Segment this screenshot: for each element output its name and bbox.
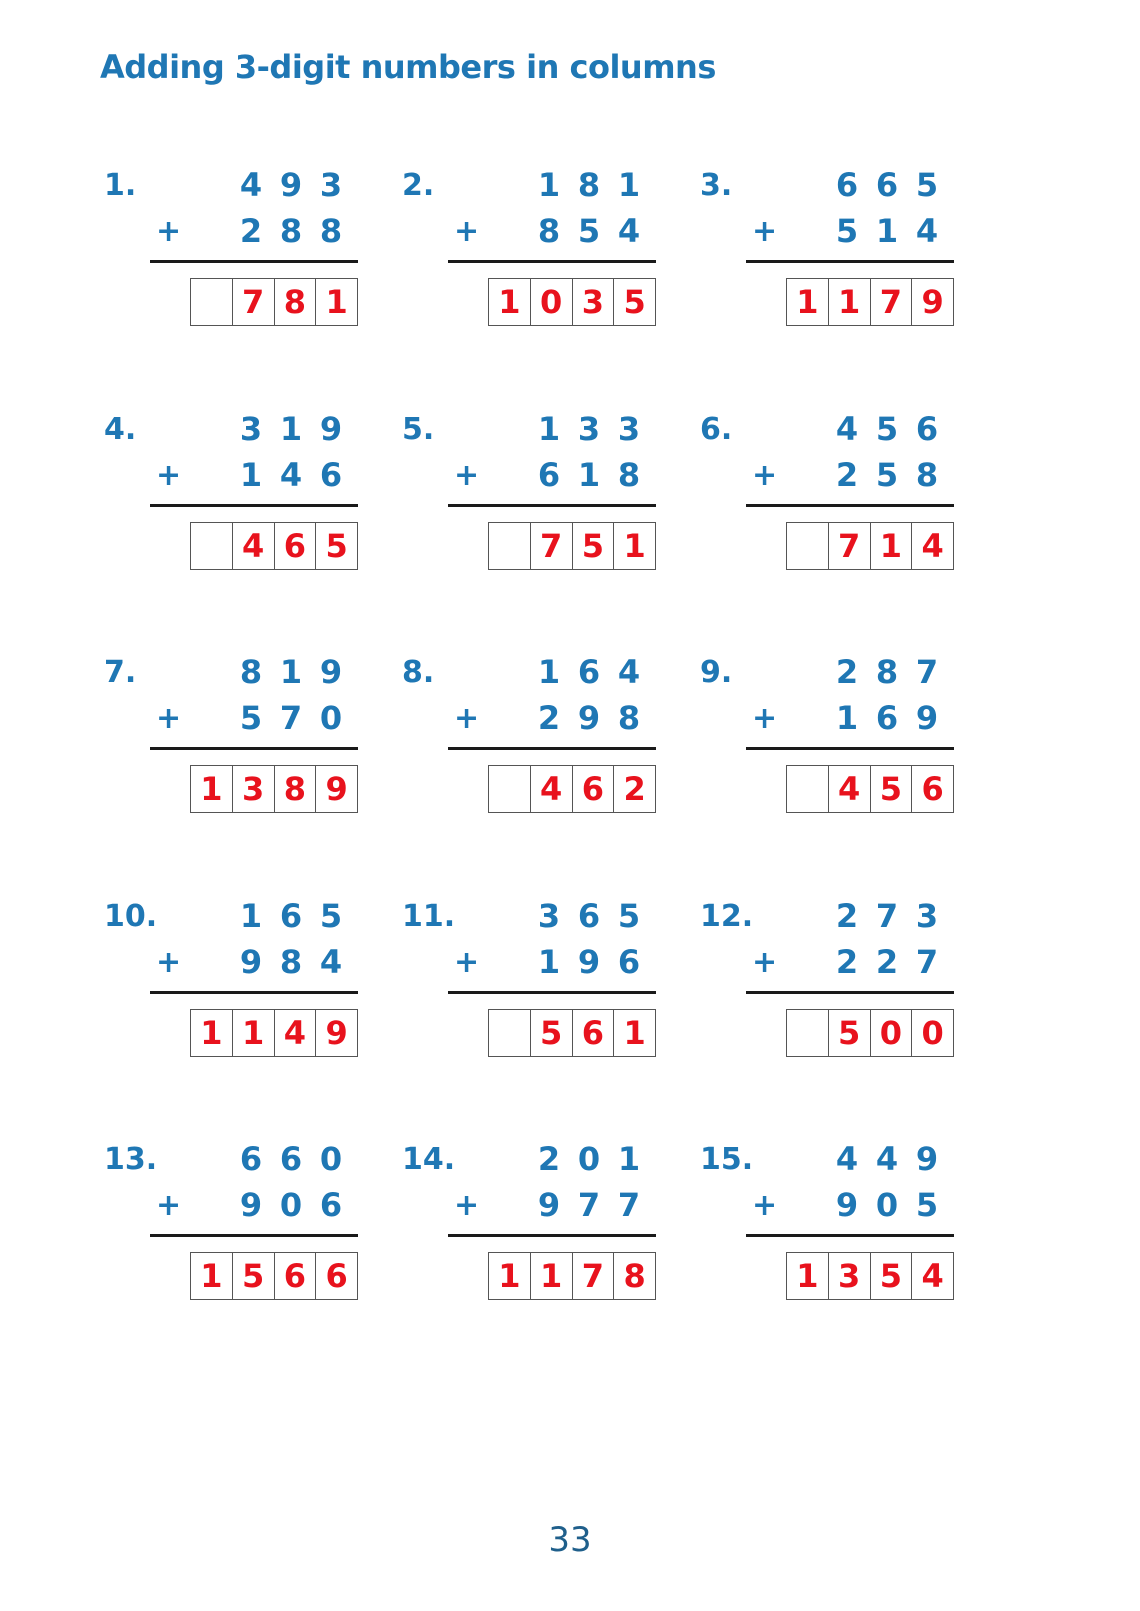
addition-problem [402, 412, 702, 582]
answer-digit-box[interactable] [787, 766, 828, 812]
addend-bottom-digit: 2 [875, 943, 899, 981]
answer-digit-box[interactable]: 1 [498, 1257, 521, 1295]
addition-problem [104, 655, 404, 825]
addend-bottom-digit: 4 [915, 212, 939, 250]
sum-line [746, 504, 954, 507]
plus-sign: + [752, 945, 778, 980]
addend-bottom-digit: 5 [835, 212, 859, 250]
answer-digit-box[interactable]: 9 [315, 766, 357, 812]
answer-boxes [786, 765, 954, 813]
addend-bottom-digit: 7 [915, 943, 939, 981]
addend-bottom-digit: 8 [319, 212, 343, 250]
addend-top-digit: 1 [537, 653, 561, 691]
problem-number: 2. [402, 168, 435, 203]
answer-digit-box[interactable] [787, 1010, 828, 1056]
addition-problem [700, 655, 1000, 825]
addend-bottom-digit: 1 [577, 456, 601, 494]
addend-top-digit: 2 [835, 897, 859, 935]
addend-top-digit: 1 [239, 897, 263, 935]
addition-problem [402, 1142, 702, 1312]
sum-line [150, 260, 358, 263]
plus-sign: + [752, 214, 778, 249]
addition-problem [104, 412, 404, 582]
sum-line [448, 260, 656, 263]
answer-boxes [190, 765, 358, 813]
addend-top-digit: 8 [239, 653, 263, 691]
addend-top-digit: 1 [617, 166, 641, 204]
answer-digit-box[interactable]: 1 [828, 279, 870, 325]
addend-bottom-digit: 7 [279, 699, 303, 737]
addend-bottom-digit: 5 [239, 699, 263, 737]
addend-bottom-digit: 9 [537, 1186, 561, 1224]
answer-digit-box[interactable]: 1 [200, 1257, 223, 1295]
addend-bottom-digit: 2 [537, 699, 561, 737]
addend-bottom-digit: 8 [537, 212, 561, 250]
addend-bottom-digit: 9 [239, 943, 263, 981]
answer-digit-box[interactable]: 4 [911, 1253, 953, 1299]
addend-top-digit: 3 [577, 410, 601, 448]
sum-line [150, 747, 358, 750]
addend-top-digit: 6 [915, 410, 939, 448]
plus-sign: + [156, 945, 182, 980]
answer-digit-box[interactable]: 2 [613, 766, 655, 812]
addend-top-digit: 4 [239, 166, 263, 204]
answer-boxes [786, 522, 954, 570]
addend-top-digit: 5 [617, 897, 641, 935]
sum-line [448, 504, 656, 507]
addend-top-digit: 8 [875, 653, 899, 691]
answer-digit-box[interactable]: 0 [870, 1010, 912, 1056]
answer-digit-box[interactable]: 8 [274, 279, 316, 325]
answer-digit-box[interactable]: 5 [232, 1253, 274, 1299]
addition-problem [402, 168, 702, 338]
problem-number: 7. [104, 655, 137, 690]
answer-digit-box[interactable]: 6 [274, 1253, 316, 1299]
answer-digit-box[interactable]: 5 [870, 1253, 912, 1299]
plus-sign: + [454, 458, 480, 493]
answer-digit-box[interactable]: 4 [828, 766, 870, 812]
addend-top-digit: 7 [875, 897, 899, 935]
answer-digit-box[interactable]: 6 [572, 1010, 614, 1056]
problem-number: 4. [104, 412, 137, 447]
answer-digit-box[interactable]: 5 [530, 1010, 572, 1056]
sum-line [746, 260, 954, 263]
addition-problem [700, 1142, 1000, 1312]
sum-line [448, 991, 656, 994]
answer-digit-box[interactable]: 4 [232, 523, 274, 569]
answer-digit-box[interactable]: 1 [530, 1253, 572, 1299]
addend-top-digit: 5 [319, 897, 343, 935]
problem-number: 8. [402, 655, 435, 690]
addend-top-digit: 6 [279, 897, 303, 935]
answer-digit-box[interactable] [489, 523, 530, 569]
addend-bottom-digit: 0 [279, 1186, 303, 1224]
addend-top-digit: 6 [279, 1140, 303, 1178]
addition-problem [104, 899, 404, 1069]
addend-top-digit: 3 [537, 897, 561, 935]
answer-digit-box[interactable] [787, 523, 828, 569]
addend-bottom-digit: 7 [577, 1186, 601, 1224]
addition-problem [104, 1142, 404, 1312]
answer-digit-box[interactable]: 4 [530, 766, 572, 812]
answer-boxes [786, 278, 954, 326]
problem-number: 3. [700, 168, 733, 203]
answer-digit-box[interactable]: 5 [828, 1010, 870, 1056]
plus-sign: + [752, 458, 778, 493]
addend-bottom-digit: 1 [537, 943, 561, 981]
sum-line [448, 747, 656, 750]
addend-bottom-digit: 1 [835, 699, 859, 737]
sum-line [746, 991, 954, 994]
answer-digit-box[interactable] [191, 279, 232, 325]
addend-top-digit: 6 [835, 166, 859, 204]
plus-sign: + [156, 214, 182, 249]
answer-boxes [190, 1252, 358, 1300]
answer-digit-box[interactable]: 1 [315, 279, 357, 325]
addend-top-digit: 5 [875, 410, 899, 448]
answer-digit-box[interactable]: 8 [613, 1253, 655, 1299]
problem-number: 1. [104, 168, 137, 203]
answer-digit-box[interactable]: 4 [274, 1010, 316, 1056]
answer-digit-box[interactable]: 6 [274, 523, 316, 569]
addend-top-digit: 7 [915, 653, 939, 691]
addend-top-digit: 3 [617, 410, 641, 448]
addend-bottom-digit: 4 [617, 212, 641, 250]
addend-bottom-digit: 6 [319, 456, 343, 494]
addend-top-digit: 2 [537, 1140, 561, 1178]
answer-digit-box[interactable]: 1 [200, 770, 223, 808]
addend-bottom-digit: 8 [279, 212, 303, 250]
answer-boxes [488, 1009, 656, 1057]
answer-digit-box[interactable] [489, 1010, 530, 1056]
answer-digit-box[interactable]: 9 [911, 279, 953, 325]
addend-bottom-digit: 2 [835, 943, 859, 981]
addend-top-digit: 5 [915, 166, 939, 204]
addend-top-digit: 9 [319, 653, 343, 691]
addend-top-digit: 3 [319, 166, 343, 204]
answer-boxes [190, 1009, 358, 1057]
answer-digit-box[interactable]: 5 [572, 523, 614, 569]
addition-problem [700, 899, 1000, 1069]
plus-sign: + [454, 701, 480, 736]
addend-top-digit: 9 [915, 1140, 939, 1178]
addend-top-digit: 1 [537, 410, 561, 448]
sum-line [150, 991, 358, 994]
addend-bottom-digit: 6 [537, 456, 561, 494]
addend-bottom-digit: 1 [875, 212, 899, 250]
problem-number: 14. [402, 1142, 456, 1177]
sum-line [746, 1234, 954, 1237]
addend-bottom-digit: 0 [319, 699, 343, 737]
addend-top-digit: 1 [279, 410, 303, 448]
plus-sign: + [454, 214, 480, 249]
answer-digit-box[interactable]: 7 [828, 523, 870, 569]
answer-boxes [488, 765, 656, 813]
sum-line [150, 504, 358, 507]
answer-digit-box[interactable]: 0 [530, 279, 572, 325]
addend-bottom-digit: 8 [617, 699, 641, 737]
addend-bottom-digit: 9 [577, 943, 601, 981]
addend-bottom-digit: 7 [617, 1186, 641, 1224]
answer-digit-box[interactable]: 1 [498, 283, 521, 321]
addend-bottom-digit: 1 [239, 456, 263, 494]
addend-top-digit: 3 [915, 897, 939, 935]
plus-sign: + [454, 945, 480, 980]
addend-bottom-digit: 8 [617, 456, 641, 494]
answer-digit-box[interactable]: 7 [572, 1253, 614, 1299]
addend-top-digit: 0 [319, 1140, 343, 1178]
addend-top-digit: 9 [279, 166, 303, 204]
addend-top-digit: 6 [577, 897, 601, 935]
addend-top-digit: 9 [319, 410, 343, 448]
addend-bottom-digit: 2 [835, 456, 859, 494]
answer-digit-box[interactable]: 6 [572, 766, 614, 812]
addend-bottom-digit: 2 [239, 212, 263, 250]
answer-digit-box[interactable]: 1 [796, 283, 819, 321]
sum-line [448, 1234, 656, 1237]
answer-digit-box[interactable]: 1 [870, 523, 912, 569]
addend-bottom-digit: 9 [835, 1186, 859, 1224]
addend-top-digit: 0 [577, 1140, 601, 1178]
addend-top-digit: 4 [875, 1140, 899, 1178]
problem-number: 10. [104, 899, 158, 934]
plus-sign: + [454, 1188, 480, 1223]
page-number: 33 [548, 1520, 592, 1560]
answer-boxes [190, 522, 358, 570]
addition-problem [700, 412, 1000, 582]
addend-bottom-digit: 8 [915, 456, 939, 494]
addend-top-digit: 6 [239, 1140, 263, 1178]
sum-line [746, 747, 954, 750]
answer-boxes [786, 1009, 954, 1057]
answer-digit-box[interactable]: 1 [200, 1014, 223, 1052]
page-title: Adding 3-digit numbers in columns [100, 48, 716, 86]
answer-digit-box[interactable]: 0 [911, 1010, 953, 1056]
addend-top-digit: 2 [835, 653, 859, 691]
addend-bottom-digit: 5 [875, 456, 899, 494]
addend-top-digit: 1 [279, 653, 303, 691]
addend-top-digit: 4 [617, 653, 641, 691]
plus-sign: + [156, 1188, 182, 1223]
answer-digit-box[interactable]: 7 [232, 279, 274, 325]
addend-bottom-digit: 9 [577, 699, 601, 737]
addend-top-digit: 4 [835, 410, 859, 448]
addend-bottom-digit: 9 [239, 1186, 263, 1224]
answer-digit-box[interactable]: 6 [315, 1253, 357, 1299]
plus-sign: + [156, 458, 182, 493]
problem-number: 5. [402, 412, 435, 447]
addition-problem [700, 168, 1000, 338]
addend-bottom-digit: 6 [875, 699, 899, 737]
problem-number: 15. [700, 1142, 754, 1177]
addend-bottom-digit: 8 [279, 943, 303, 981]
problem-number: 12. [700, 899, 754, 934]
sum-line [150, 1234, 358, 1237]
answer-digit-box[interactable]: 1 [232, 1010, 274, 1056]
problem-number: 9. [700, 655, 733, 690]
answer-digit-box[interactable]: 5 [315, 523, 357, 569]
answer-boxes [190, 278, 358, 326]
addend-top-digit: 1 [537, 166, 561, 204]
answer-digit-box[interactable]: 1 [613, 1010, 655, 1056]
plus-sign: + [156, 701, 182, 736]
addend-bottom-digit: 5 [915, 1186, 939, 1224]
answer-digit-box[interactable]: 1 [613, 523, 655, 569]
plus-sign: + [752, 701, 778, 736]
answer-digit-box[interactable]: 3 [828, 1253, 870, 1299]
addend-top-digit: 3 [239, 410, 263, 448]
addend-top-digit: 6 [875, 166, 899, 204]
addition-problem [402, 655, 702, 825]
addend-bottom-digit: 5 [577, 212, 601, 250]
addition-problem [104, 168, 404, 338]
addition-problem [402, 899, 702, 1069]
addend-bottom-digit: 4 [279, 456, 303, 494]
answer-boxes [488, 1252, 656, 1300]
answer-digit-box[interactable]: 5 [613, 279, 655, 325]
answer-digit-box[interactable]: 9 [315, 1010, 357, 1056]
addend-top-digit: 4 [835, 1140, 859, 1178]
answer-digit-box[interactable]: 7 [530, 523, 572, 569]
addend-bottom-digit: 4 [319, 943, 343, 981]
plus-sign: + [752, 1188, 778, 1223]
addend-top-digit: 6 [577, 653, 601, 691]
addend-top-digit: 8 [577, 166, 601, 204]
problem-number: 13. [104, 1142, 158, 1177]
answer-digit-box[interactable]: 6 [911, 766, 953, 812]
addend-bottom-digit: 6 [319, 1186, 343, 1224]
addend-top-digit: 1 [617, 1140, 641, 1178]
answer-digit-box[interactable]: 3 [232, 766, 274, 812]
answer-digit-box[interactable] [489, 766, 530, 812]
answer-digit-box[interactable]: 8 [274, 766, 316, 812]
answer-digit-box[interactable]: 7 [870, 279, 912, 325]
answer-digit-box[interactable] [191, 523, 232, 569]
addend-bottom-digit: 0 [875, 1186, 899, 1224]
answer-digit-box[interactable]: 5 [870, 766, 912, 812]
answer-boxes [488, 278, 656, 326]
addend-bottom-digit: 6 [617, 943, 641, 981]
problem-number: 11. [402, 899, 456, 934]
answer-digit-box[interactable]: 3 [572, 279, 614, 325]
answer-digit-box[interactable]: 1 [796, 1257, 819, 1295]
answer-boxes [786, 1252, 954, 1300]
answer-digit-box[interactable]: 4 [911, 523, 953, 569]
addend-bottom-digit: 9 [915, 699, 939, 737]
problem-number: 6. [700, 412, 733, 447]
answer-boxes [488, 522, 656, 570]
